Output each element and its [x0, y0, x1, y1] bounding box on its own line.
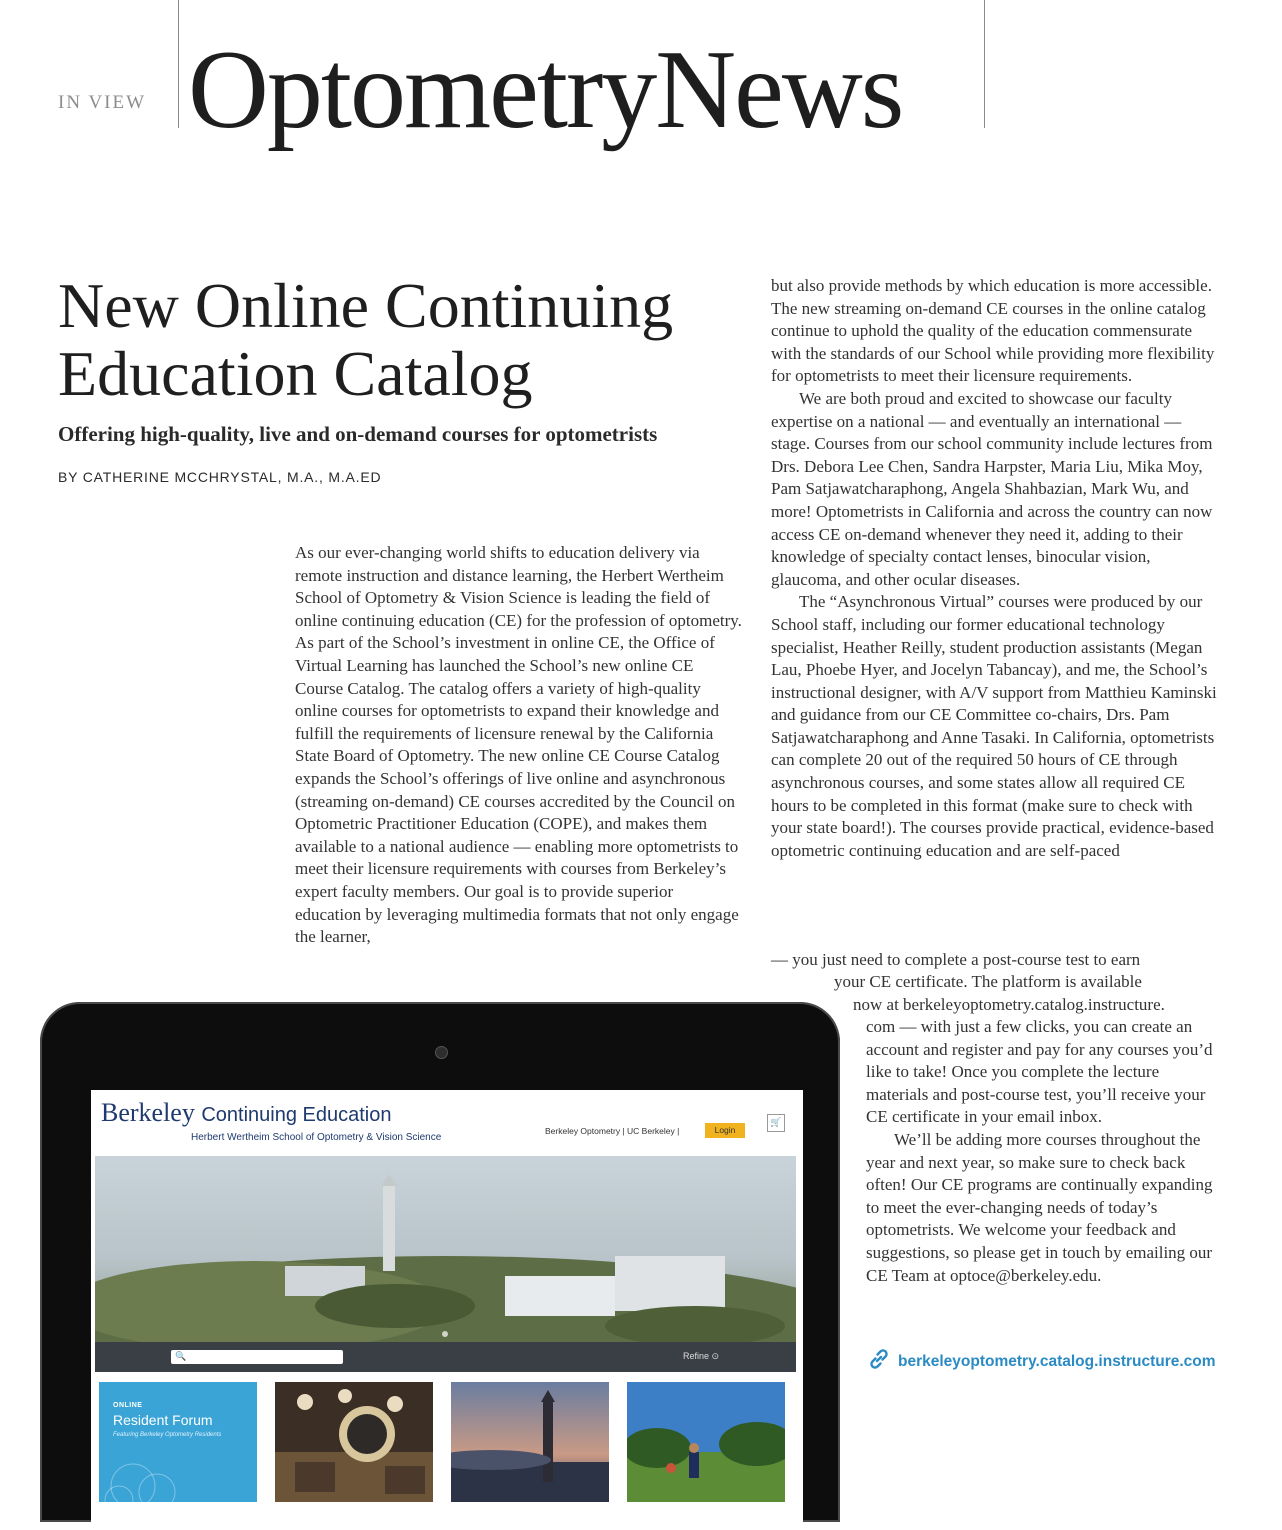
body-paragraph: We are both proud and excited to showcase our faculty expertise on a national — and eventually an international — stage. Courses from our school community include lectures from Drs. Debora Lee Chen, Sandra Harpster, Maria Liu, Mika Moy, Pam Satjawatcharaphong, Angela Shahbazian, Mark Wu, and more! Optometrists in California and across the country can now access CE on-demand whenever they need it, adding to their knowledge of specialty contact lenses, binocular vision, glaucoma, and other ocular diseases. — [771, 388, 1213, 589]
body-paragraph: but also provide methods by which education is more accessible. The new streaming on-demand CE courses in the online catalog continue to uphold the quality of the education commensurate with the standards of our School while providing more flexibility for optometrists to meet their licensure requirements. — [771, 276, 1215, 386]
link-icon — [866, 1346, 892, 1377]
card-photo-campanile — [451, 1382, 609, 1502]
site-logo-ce: Continuing Education — [201, 1104, 392, 1126]
card-title: Resident Forum — [113, 1412, 213, 1428]
card-tag: ONLINE — [113, 1402, 143, 1409]
card-subtitle: Featuring Berkeley Optometry Residents — [113, 1432, 222, 1438]
tablet-mockup — [40, 1002, 840, 1522]
article-column-right — [771, 275, 1223, 862]
site-logo[interactable] — [101, 1098, 391, 1128]
course-card-image[interactable] — [451, 1382, 609, 1502]
body-paragraph: com — with just a few clicks, you can create an account and register and pay for any courses you’d like to take! Once you complete the lecture materials and post-course test, you’ll receive your CE certificate in your email inbox. — [866, 1017, 1213, 1127]
course-card-resident-forum[interactable] — [99, 1382, 257, 1502]
refine-button[interactable]: Refine ⊙ — [683, 1351, 720, 1361]
hero-image — [95, 1156, 796, 1342]
header-divider-right — [984, 0, 985, 128]
body-paragraph: We’ll be adding more courses throughout the year and next year, so make sure to check back often! Our CE programs are continually expanding to meet the ever-changing needs of today’s optometrists. We welcome your feedback and suggestions, so please get in touch by emailing our CE Team at optoce@berkeley.edu. — [866, 1129, 1213, 1285]
card-photo-cafe — [275, 1382, 433, 1502]
card-decoration — [99, 1382, 257, 1502]
site-nav-links[interactable]: Berkeley Optometry | UC Berkeley | — [545, 1126, 680, 1136]
cart-icon[interactable]: 🛒 — [767, 1114, 785, 1132]
body-line: — you just need to complete a post-course test to earn — [771, 950, 1141, 969]
site-subtitle: Herbert Wertheim School of Optometry & Vision Science — [191, 1132, 442, 1143]
article-column-narrow — [866, 1016, 1222, 1287]
body-paragraph: The “Asynchronous Virtual” courses were produced by our School staff, including our former educational technology specialist, Heather Reilly, student production assistants (Megan Lau, Phoebe Hyer, and Jocelyn Tabancay), and me, the School’s instructional designer, with A/V support from Matthieu Kaminski and guidance from our CE Committee co-chairs, Drs. Pam Satjawatcharaphong and Anne Tasaki. In California, optometrists can complete 20 out of the required 50 hours of CE through asynchronous courses, and some states allow all required CE hours to be completed in this format (make sure to check with your state board!). The courses provide practical, evidence-based optometric continuing education and are self-paced — [771, 592, 1217, 860]
article-column-left — [295, 542, 743, 949]
catalog-link[interactable] — [866, 1346, 1216, 1377]
body-line: now at berkeleyoptometry.catalog.instructure. — [853, 995, 1165, 1014]
section-label: IN VIEW — [58, 92, 147, 113]
body-paragraph: As our ever-changing world shifts to education delivery via remote instruction and distance learning, the Herbert Wertheim School of Optometry & Vision Science is leading the field of online continuing education (CE) for the profession of optometry. As part of the School’s investment in online CE, the Office of Virtual Learning has launched the School’s new online CE Course Catalog. The catalog offers a variety of high-quality online courses for optometrists to expand their knowledge and fulfill the requirements of licensure renewal by the California State Board of Optometry. The new online CE Course Catalog expands the School’s offerings of live online and asynchronous (streaming on-demand) CE courses accredited by the Council on Optometric Practitioner Education (COPE), and makes them available to a national audience — enabling more optometrists to meet their licensure requirements with courses from Berkeley’s expert faculty members. Our goal is to provide superior education by leveraging multimedia formats that not only engage the learner, — [295, 543, 742, 947]
course-card-image[interactable] — [627, 1382, 785, 1502]
tablet-camera — [435, 1046, 448, 1059]
site-logo-berkeley: Berkeley — [101, 1098, 195, 1127]
body-line: your CE certificate. The platform is available — [834, 972, 1142, 991]
card-photo-field — [627, 1382, 785, 1502]
masthead-title: OptometryNews — [188, 28, 903, 152]
login-button[interactable]: Login — [705, 1123, 745, 1138]
article-byline: BY CATHERINE MCCHRYSTAL, M.A., M.A.ED — [58, 469, 382, 485]
header-divider-left — [178, 0, 179, 128]
tablet-screen — [91, 1090, 803, 1530]
course-card-image[interactable] — [275, 1382, 433, 1502]
catalog-link-text: berkeleyoptometry.catalog.instructure.com — [898, 1352, 1216, 1370]
article-title: New Online Continuing Education Catalog — [58, 270, 674, 409]
article-subtitle: Offering high-quality, live and on-demand courses for optometrists — [58, 422, 658, 446]
site-search-bar — [95, 1342, 796, 1372]
search-input[interactable]: 🔍 — [171, 1350, 343, 1364]
